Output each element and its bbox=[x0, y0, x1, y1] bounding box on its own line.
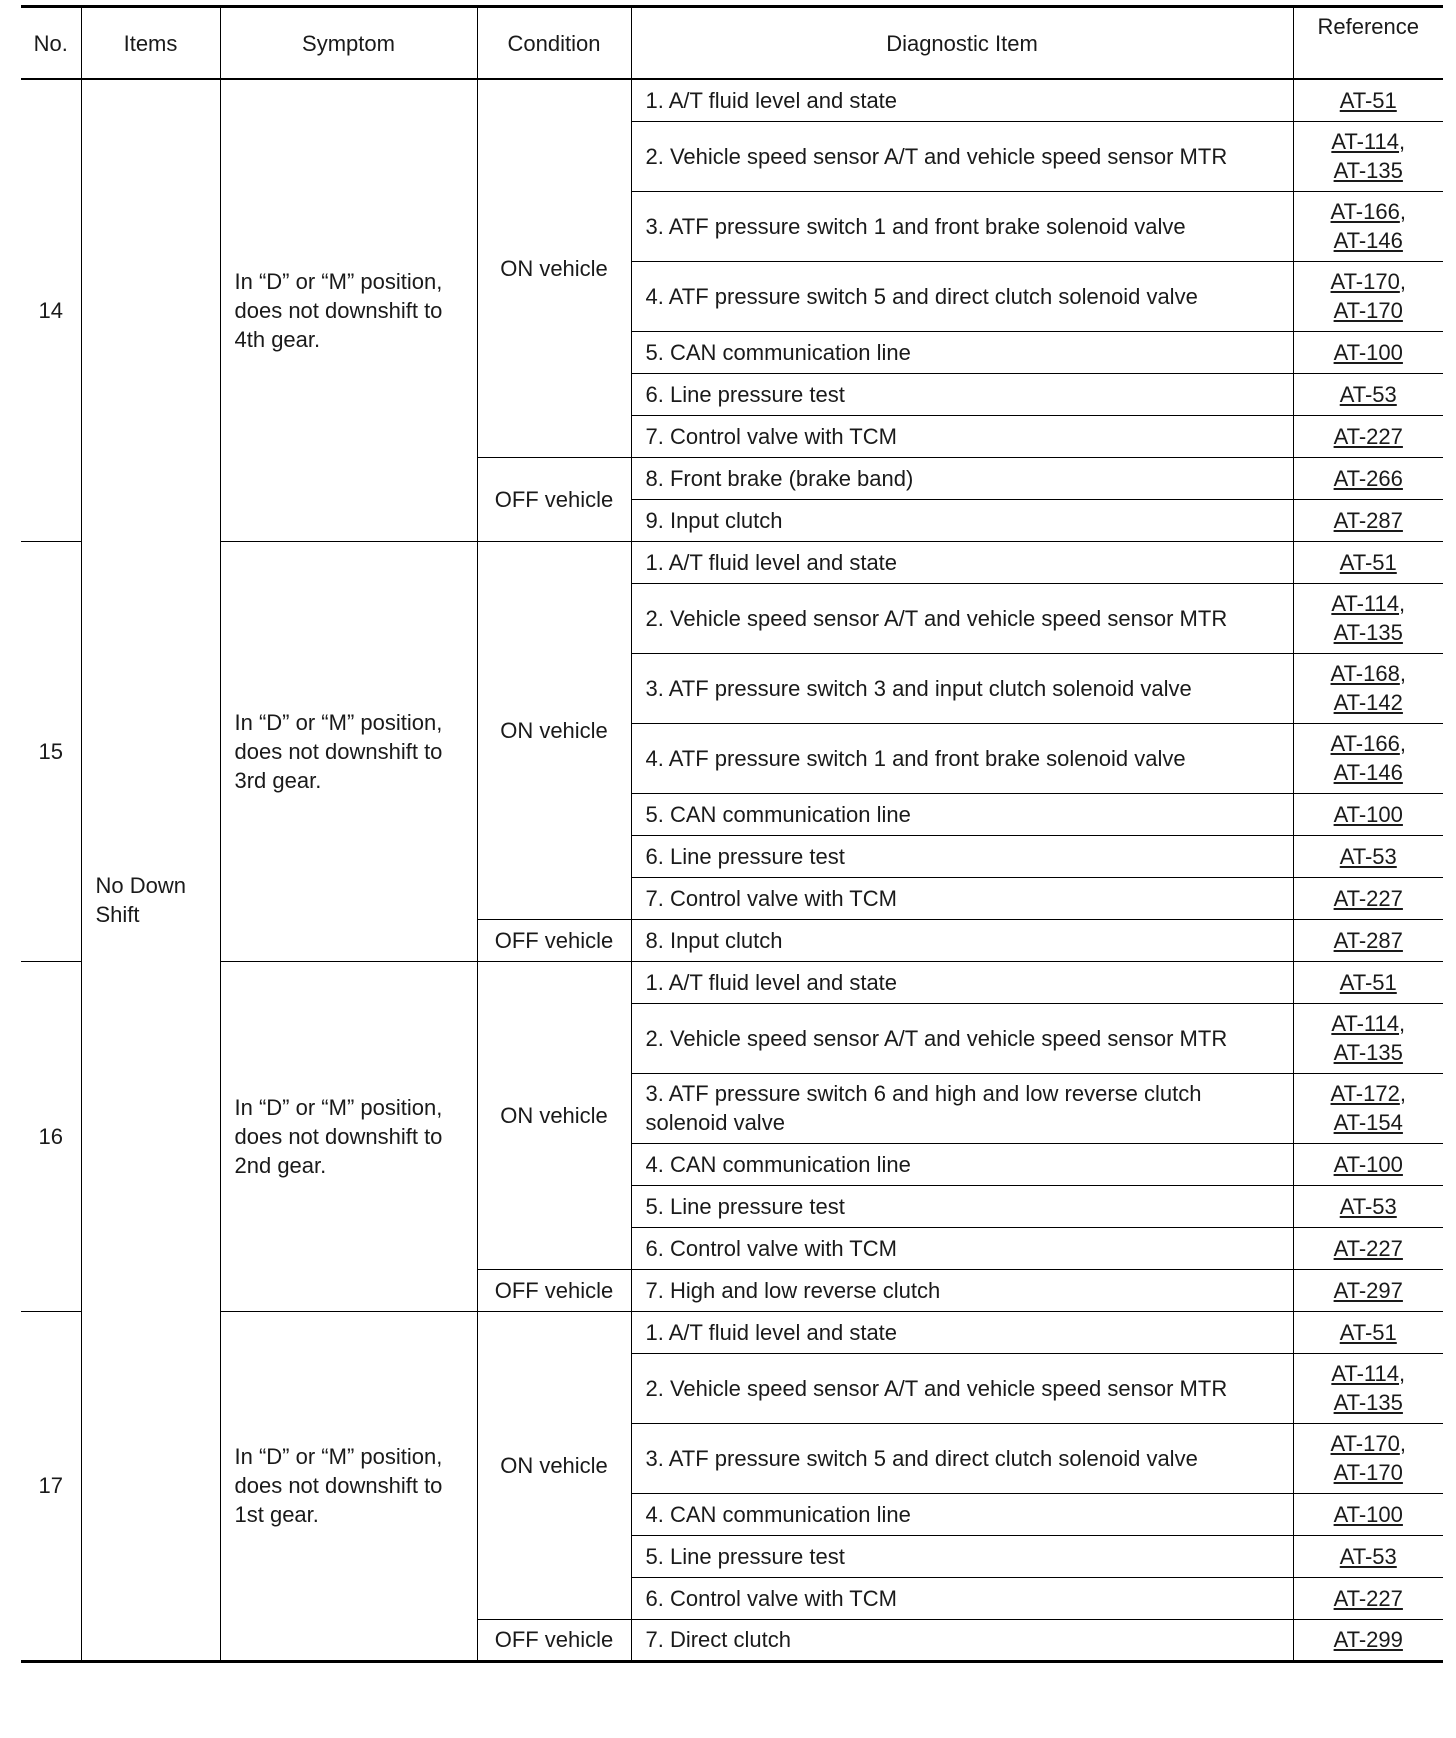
reference-cell bbox=[1293, 919, 1443, 961]
diagnostic-item: 5. CAN communication line bbox=[631, 793, 1293, 835]
row-number: 14 bbox=[21, 79, 81, 541]
reference-link[interactable]: AT-170 bbox=[1333, 1460, 1403, 1485]
diagnostic-item: 2. Vehicle speed sensor A/T and vehicle speed sensor MTR bbox=[631, 1003, 1293, 1073]
diagnostic-item: 5. Line pressure test bbox=[631, 1185, 1293, 1227]
reference-link[interactable]: AT-51 bbox=[1339, 1319, 1397, 1345]
diagnostic-item: 2. Vehicle speed sensor A/T and vehicle speed sensor MTR bbox=[631, 1353, 1293, 1423]
reference-cell bbox=[1293, 457, 1443, 499]
header-symptom: Symptom bbox=[220, 7, 477, 80]
reference-cell bbox=[1293, 499, 1443, 541]
reference-cell bbox=[1293, 541, 1443, 583]
reference-link[interactable]: AT-135 bbox=[1333, 158, 1403, 183]
diagnostic-item: 7. Control valve with TCM bbox=[631, 877, 1293, 919]
reference-cell bbox=[1293, 331, 1443, 373]
diagnostic-item: 1. A/T fluid level and state bbox=[631, 79, 1293, 121]
reference-cell bbox=[1293, 79, 1443, 121]
reference-link[interactable]: AT-135 bbox=[1333, 1390, 1403, 1415]
table-row bbox=[21, 79, 1443, 121]
reference-link[interactable]: AT-53 bbox=[1339, 843, 1397, 869]
header-items: Items bbox=[81, 7, 220, 80]
reference-cell bbox=[1293, 1535, 1443, 1577]
reference-cell bbox=[1293, 961, 1443, 1003]
reference-link[interactable]: AT-287 bbox=[1333, 507, 1403, 533]
reference-link[interactable]: AT-114 bbox=[1331, 129, 1400, 154]
diagnostic-item: 2. Vehicle speed sensor A/T and vehicle speed sensor MTR bbox=[631, 583, 1293, 653]
header-row bbox=[21, 7, 1443, 80]
reference-link[interactable]: AT-166 bbox=[1330, 199, 1400, 224]
diagnostic-item: 9. Input clutch bbox=[631, 499, 1293, 541]
row-number: 16 bbox=[21, 961, 81, 1311]
reference-link[interactable]: AT-51 bbox=[1339, 549, 1397, 575]
diagnostic-item: 1. A/T fluid level and state bbox=[631, 541, 1293, 583]
reference-link[interactable]: AT-172 bbox=[1330, 1081, 1400, 1106]
reference-cell bbox=[1293, 1269, 1443, 1311]
reference-link[interactable]: AT-146 bbox=[1333, 760, 1403, 785]
reference-cell: AT-172, AT-154 bbox=[1293, 1073, 1443, 1143]
reference-link[interactable]: AT-227 bbox=[1333, 885, 1403, 911]
reference-cell bbox=[1293, 1311, 1443, 1353]
reference-link[interactable]: AT-100 bbox=[1333, 1501, 1403, 1527]
diagnostic-table-wrapper bbox=[21, 5, 1443, 1663]
diagnostic-item: 6. Line pressure test bbox=[631, 835, 1293, 877]
symptom-cell: In “D” or “M” position, does not downshift to 2nd gear. bbox=[220, 961, 477, 1311]
diagnostic-table bbox=[21, 5, 1443, 1663]
reference-cell: AT-170, AT-170 bbox=[1293, 261, 1443, 331]
reference-cell: AT-114, AT-135 bbox=[1293, 1003, 1443, 1073]
reference-link[interactable]: AT-100 bbox=[1333, 1151, 1403, 1177]
condition-off-vehicle: OFF vehicle bbox=[477, 1619, 631, 1661]
diagnostic-item: 5. Line pressure test bbox=[631, 1535, 1293, 1577]
reference-link[interactable]: AT-227 bbox=[1333, 1235, 1403, 1261]
reference-link[interactable]: AT-135 bbox=[1333, 1040, 1403, 1065]
reference-cell: AT-114, AT-135 bbox=[1293, 583, 1443, 653]
reference-cell bbox=[1293, 793, 1443, 835]
reference-link[interactable]: AT-142 bbox=[1333, 690, 1403, 715]
reference-link[interactable]: AT-135 bbox=[1333, 620, 1403, 645]
reference-cell: AT-168, AT-142 bbox=[1293, 653, 1443, 723]
reference-link[interactable]: AT-170 bbox=[1330, 1431, 1400, 1456]
row-number: 15 bbox=[21, 541, 81, 961]
reference-cell bbox=[1293, 1619, 1443, 1661]
row-number: 17 bbox=[21, 1311, 81, 1661]
reference-link[interactable]: AT-227 bbox=[1333, 1585, 1403, 1611]
header-no: No. bbox=[21, 7, 81, 80]
condition-on-vehicle: ON vehicle bbox=[477, 961, 631, 1269]
diagnostic-item: 4. CAN communication line bbox=[631, 1493, 1293, 1535]
reference-cell: AT-170, AT-170 bbox=[1293, 1423, 1443, 1493]
symptom-cell: In “D” or “M” position, does not downshift to 4th gear. bbox=[220, 79, 477, 541]
table-row bbox=[21, 961, 1443, 1003]
diagnostic-item: 1. A/T fluid level and state bbox=[631, 1311, 1293, 1353]
reference-cell bbox=[1293, 1185, 1443, 1227]
diagnostic-item: 5. CAN communication line bbox=[631, 331, 1293, 373]
header-diagnostic-item: Diagnostic Item bbox=[631, 7, 1293, 80]
table-row bbox=[21, 541, 1443, 583]
reference-link[interactable]: AT-168 bbox=[1330, 661, 1400, 686]
reference-link[interactable]: AT-297 bbox=[1333, 1277, 1403, 1303]
reference-cell bbox=[1293, 877, 1443, 919]
reference-cell bbox=[1293, 1493, 1443, 1535]
reference-link[interactable]: AT-51 bbox=[1339, 87, 1397, 113]
reference-cell bbox=[1293, 1577, 1443, 1619]
reference-cell bbox=[1293, 415, 1443, 457]
reference-cell: AT-166, AT-146 bbox=[1293, 191, 1443, 261]
reference-link[interactable]: AT-53 bbox=[1339, 1193, 1397, 1219]
reference-cell bbox=[1293, 1143, 1443, 1185]
symptom-cell: In “D” or “M” position, does not downshift to 1st gear. bbox=[220, 1311, 477, 1661]
diagnostic-item: 3. ATF pressure switch 1 and front brake solenoid valve bbox=[631, 191, 1293, 261]
reference-link[interactable]: AT-53 bbox=[1339, 381, 1397, 407]
reference-link[interactable]: AT-299 bbox=[1333, 1627, 1403, 1652]
diagnostic-item: 8. Input clutch bbox=[631, 919, 1293, 961]
header-reference: Reference bbox=[1293, 7, 1443, 80]
header-condition: Condition bbox=[477, 7, 631, 80]
diagnostic-item: 6. Control valve with TCM bbox=[631, 1577, 1293, 1619]
diagnostic-item: 1. A/T fluid level and state bbox=[631, 961, 1293, 1003]
condition-on-vehicle: ON vehicle bbox=[477, 541, 631, 919]
reference-link[interactable]: AT-114 bbox=[1331, 1361, 1400, 1386]
condition-on-vehicle: ON vehicle bbox=[477, 79, 631, 457]
diagnostic-item: 3. ATF pressure switch 3 and input clutch solenoid valve bbox=[631, 653, 1293, 723]
table-row bbox=[21, 1311, 1443, 1353]
diagnostic-item: 6. Control valve with TCM bbox=[631, 1227, 1293, 1269]
diagnostic-item: 4. CAN communication line bbox=[631, 1143, 1293, 1185]
diagnostic-item: 2. Vehicle speed sensor A/T and vehicle speed sensor MTR bbox=[631, 121, 1293, 191]
diagnostic-item: 8. Front brake (brake band) bbox=[631, 457, 1293, 499]
reference-cell bbox=[1293, 835, 1443, 877]
reference-link[interactable]: AT-166 bbox=[1330, 731, 1400, 756]
diagnostic-item: 3. ATF pressure switch 5 and direct clutch solenoid valve bbox=[631, 1423, 1293, 1493]
reference-cell bbox=[1293, 1227, 1443, 1269]
items-cell: No Down Shift bbox=[81, 79, 220, 1661]
diagnostic-item: 7. Control valve with TCM bbox=[631, 415, 1293, 457]
reference-cell: AT-166, AT-146 bbox=[1293, 723, 1443, 793]
condition-off-vehicle: OFF vehicle bbox=[477, 457, 631, 541]
reference-link[interactable]: AT-266 bbox=[1333, 465, 1403, 491]
diagnostic-item: 7. High and low reverse clutch bbox=[631, 1269, 1293, 1311]
table-body bbox=[21, 79, 1443, 1661]
reference-link[interactable]: AT-154 bbox=[1333, 1110, 1403, 1135]
reference-link[interactable]: AT-100 bbox=[1333, 801, 1403, 827]
reference-link[interactable]: AT-51 bbox=[1339, 969, 1397, 995]
diagnostic-item: 4. ATF pressure switch 5 and direct clutch solenoid valve bbox=[631, 261, 1293, 331]
reference-link[interactable]: AT-170 bbox=[1330, 269, 1400, 294]
diagnostic-item: 6. Line pressure test bbox=[631, 373, 1293, 415]
diagnostic-item: 3. ATF pressure switch 6 and high and low reverse clutch solenoid valve bbox=[631, 1073, 1293, 1143]
reference-cell: AT-114, AT-135 bbox=[1293, 1353, 1443, 1423]
diagnostic-item: 7. Direct clutch bbox=[631, 1619, 1293, 1661]
reference-link[interactable]: AT-114 bbox=[1331, 1011, 1400, 1036]
condition-off-vehicle: OFF vehicle bbox=[477, 919, 631, 961]
reference-cell bbox=[1293, 373, 1443, 415]
condition-on-vehicle: ON vehicle bbox=[477, 1311, 631, 1619]
reference-link[interactable]: AT-100 bbox=[1333, 339, 1403, 365]
reference-link[interactable]: AT-287 bbox=[1333, 927, 1403, 953]
symptom-cell: In “D” or “M” position, does not downshift to 3rd gear. bbox=[220, 541, 477, 961]
reference-cell: AT-114, AT-135 bbox=[1293, 121, 1443, 191]
condition-off-vehicle: OFF vehicle bbox=[477, 1269, 631, 1311]
reference-link[interactable]: AT-146 bbox=[1333, 228, 1403, 253]
reference-link[interactable]: AT-227 bbox=[1333, 423, 1403, 449]
reference-link[interactable]: AT-170 bbox=[1333, 298, 1403, 323]
reference-link[interactable]: AT-53 bbox=[1339, 1543, 1397, 1569]
diagnostic-item: 4. ATF pressure switch 1 and front brake solenoid valve bbox=[631, 723, 1293, 793]
reference-link[interactable]: AT-114 bbox=[1331, 591, 1400, 616]
